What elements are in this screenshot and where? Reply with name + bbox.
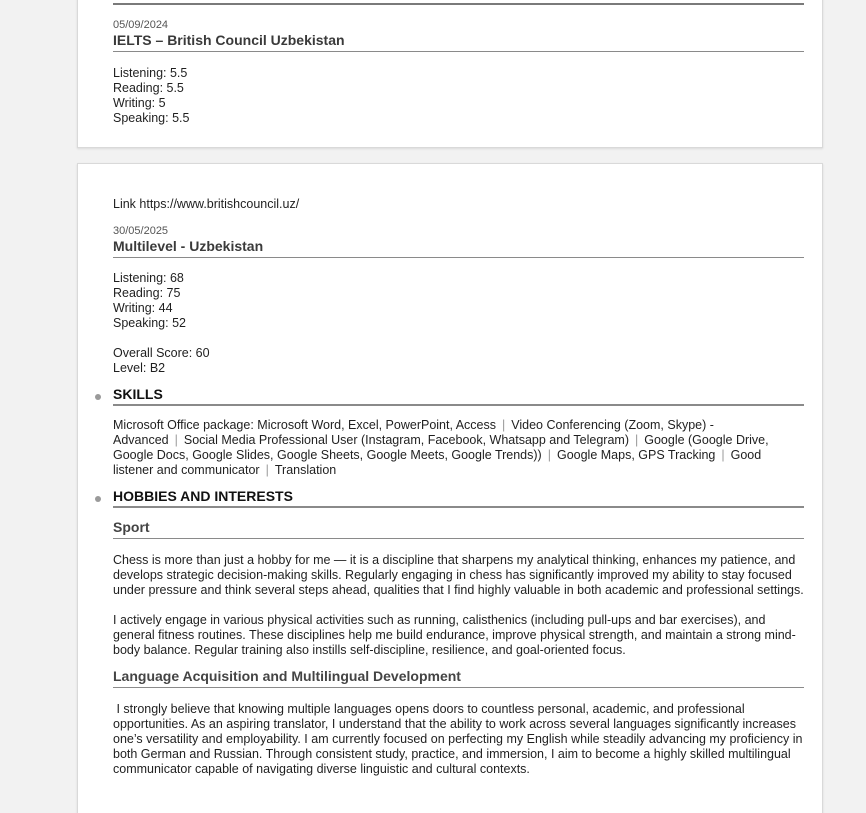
language-heading: Language Acquisition and Multilingual Development (113, 668, 804, 688)
language-paragraph: I strongly believe that knowing multiple languages opens doors to countless personal, academic, and professional opportunities. As an aspiring translator, I understand that the ability to work across several languages significantly increases one’s versatility and employability. I am currently focused on perfecting my English while steadily advancing my proficiency in both German and Russian. Through consistent study, practice, and immersion, I aim to become a highly skilled multilingual communicator capable of navigating diverse linguistic and cultural contexts. (113, 702, 806, 776)
ielts-scores (113, 66, 804, 126)
sport-paragraph-chess: Chess is more than just a hobby for me — it is a discipline that sharpens my analytical thinking, enhances my patience, and develops strategic decision-making skills. Regularly engaging in chess has significantly improved my ability to stay focused under pressure and think several steps ahead, qualities that I find highly valuable in both academic and professional settings. (113, 553, 804, 597)
skill-item: Translation (274, 463, 337, 477)
sport-heading: Sport (113, 519, 804, 539)
skill-separator: | (634, 433, 639, 447)
skills-heading: SKILLS (113, 386, 804, 406)
skill-item: Microsoft Office package: Microsoft Word, Excel, PowerPoint, Access (113, 418, 497, 432)
ielts-score-reading: Reading: 5.5 (113, 81, 184, 95)
multilevel-summary (113, 346, 804, 376)
document-page-1 (77, 0, 823, 148)
skill-item: Video Conferencing (Zoom, Skype) - Advanced (113, 418, 714, 447)
sport-paragraph-fitness: I actively engage in various physical activities such as running, calisthenics (including pull-ups and bar exercises), and general fitness routines. These disciplines help me build endurance, improve physical strength, and maintain a strong mind-body balance. Regular training also instills self-discipline, resilience, and goal-oriented focus. (113, 613, 796, 657)
skill-separator: | (265, 463, 269, 477)
multilevel-level: Level: B2 (113, 361, 166, 375)
ielts-score-writing: Writing: 5 (113, 96, 166, 110)
hobbies-heading: HOBBIES AND INTERESTS (113, 488, 804, 508)
multilevel-date: 30/05/2025 (113, 225, 169, 237)
multilevel-score-speaking: Speaking: 52 (113, 316, 186, 330)
ielts-score-speaking: Speaking: 5.5 (113, 111, 190, 125)
skills-list (113, 418, 804, 478)
skill-separator: | (721, 448, 725, 462)
multilevel-score-writing: Writing: 44 (113, 301, 173, 315)
multilevel-scores (113, 271, 804, 331)
multilevel-overall: Overall Score: 60 (113, 346, 210, 360)
skill-item: Social Media Professional User (Instagram, Facebook, Whatsapp and Telegram) (183, 433, 629, 447)
skills-section (113, 386, 804, 478)
bullet-icon (95, 496, 101, 502)
skill-separator: | (174, 433, 178, 447)
multilevel-score-reading: Reading: 75 (113, 286, 181, 300)
skill-separator: | (547, 448, 551, 462)
document-page-2 (77, 163, 823, 813)
section-divider (113, 3, 804, 5)
page-2-content (113, 197, 804, 777)
ielts-title: IELTS – British Council Uzbekistan (113, 32, 804, 52)
ielts-date: 05/09/2024 (113, 19, 169, 31)
multilevel-title: Multilevel - Uzbekistan (113, 238, 804, 258)
skill-item: Google Maps, GPS Tracking (556, 448, 716, 462)
ielts-entry (113, 19, 804, 126)
skill-separator: | (502, 418, 506, 432)
multilevel-score-listening: Listening: 68 (113, 271, 184, 285)
skill-item: Google (Google Drive, Google Docs, Google Slides, Google Sheets, Google Meets, Google Trends)) (113, 433, 769, 462)
multilevel-entry (113, 225, 804, 376)
link-line: Link https://www.britishcouncil.uz/ (113, 197, 300, 211)
ielts-score-listening: Listening: 5.5 (113, 66, 188, 80)
skill-item: Good listener and communicator (113, 448, 762, 477)
hobbies-section (113, 488, 804, 777)
bullet-icon (95, 394, 101, 400)
